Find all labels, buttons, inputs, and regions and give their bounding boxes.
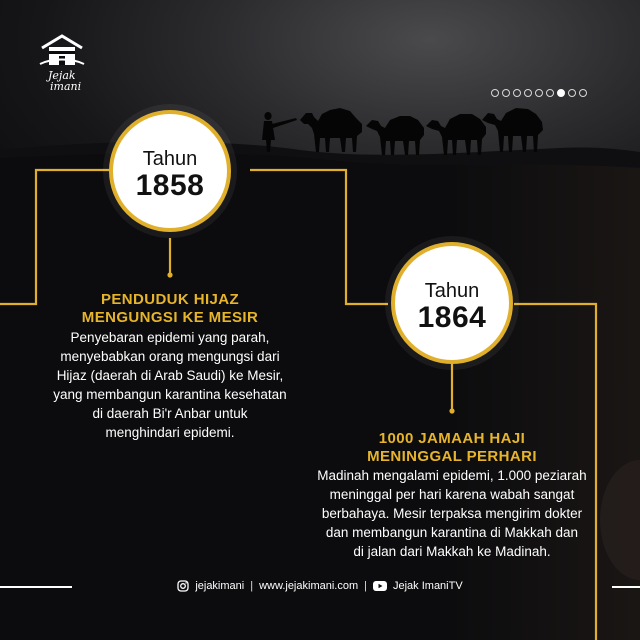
year-value: 1864	[417, 301, 487, 334]
year-circle-1858	[109, 110, 231, 232]
slide-pagination	[491, 89, 587, 97]
youtube-icon[interactable]	[373, 581, 387, 591]
instagram-handle[interactable]: jejakimani	[195, 580, 245, 592]
year-label: Tahun	[142, 148, 198, 170]
text-line: menghindari epidemi.	[105, 425, 235, 440]
text-line: yang membangun karantina kesehatan	[53, 387, 287, 402]
website-link[interactable]: www.jejakimani.com	[259, 580, 359, 592]
footer-divider-left	[0, 586, 72, 588]
pagination-dot[interactable]	[513, 89, 521, 97]
footer-separator: |	[364, 580, 367, 592]
text-line: berbahaya. Mesir terpaksa mengirim dokter	[321, 506, 583, 521]
pagination-dot[interactable]	[491, 89, 499, 97]
event-1-heading	[60, 291, 280, 327]
text-line: Penyebaran epidemi yang parah,	[70, 330, 270, 345]
heading-line: MENINGGAL PERHARI	[367, 448, 537, 465]
year-label: Tahun	[424, 280, 480, 302]
timeline-marker-2	[449, 408, 454, 413]
event-1-description	[40, 328, 300, 442]
footer-social-bar	[150, 578, 490, 594]
brand-name-line1: Jejak	[48, 69, 76, 82]
event-2-heading	[342, 430, 562, 466]
year-circle-1864	[391, 242, 513, 364]
year-value: 1858	[135, 169, 205, 202]
youtube-channel[interactable]: Jejak ImaniTV	[392, 580, 463, 592]
text-line: dan membangun karantina di Makkah dan	[325, 525, 579, 540]
heading-line: PENDUDUK HIJAZ	[100, 291, 240, 308]
pagination-dot[interactable]	[535, 89, 543, 97]
text-line: Madinah mengalami epidemi, 1.000 peziarah	[317, 468, 587, 483]
text-line: meninggal per hari karena wabah sangat	[329, 487, 575, 502]
event-2-description	[302, 466, 602, 561]
pagination-dot[interactable]	[546, 89, 554, 97]
pagination-dot[interactable]	[557, 89, 565, 97]
kaaba-icon	[38, 34, 86, 68]
camel-caravan-silhouette	[262, 108, 543, 155]
footer-separator: |	[250, 580, 254, 592]
instagram-icon[interactable]	[177, 580, 189, 592]
pagination-dot[interactable]	[524, 89, 532, 97]
pagination-dot[interactable]	[579, 89, 587, 97]
timeline-marker-1	[167, 272, 172, 277]
heading-line: 1000 JAMAAH HAJI	[378, 430, 526, 447]
brand-logo[interactable]	[34, 34, 94, 94]
footer-divider-right	[612, 586, 640, 588]
text-line: di jalan dari Makkah ke Madinah.	[353, 544, 551, 559]
text-line: menyebabkan orang mengungsi dari	[60, 349, 280, 364]
pagination-dot[interactable]	[502, 89, 510, 97]
heading-line: MENGUNGSI KE MESIR	[81, 309, 259, 326]
pagination-dot[interactable]	[568, 89, 576, 97]
text-line: Hijaz (daerah di Arab Saudi) ke Mesir,	[56, 368, 284, 383]
text-line: di daerah Bi'r Anbar untuk	[92, 406, 248, 421]
brand-name-line2: imani	[50, 80, 82, 93]
